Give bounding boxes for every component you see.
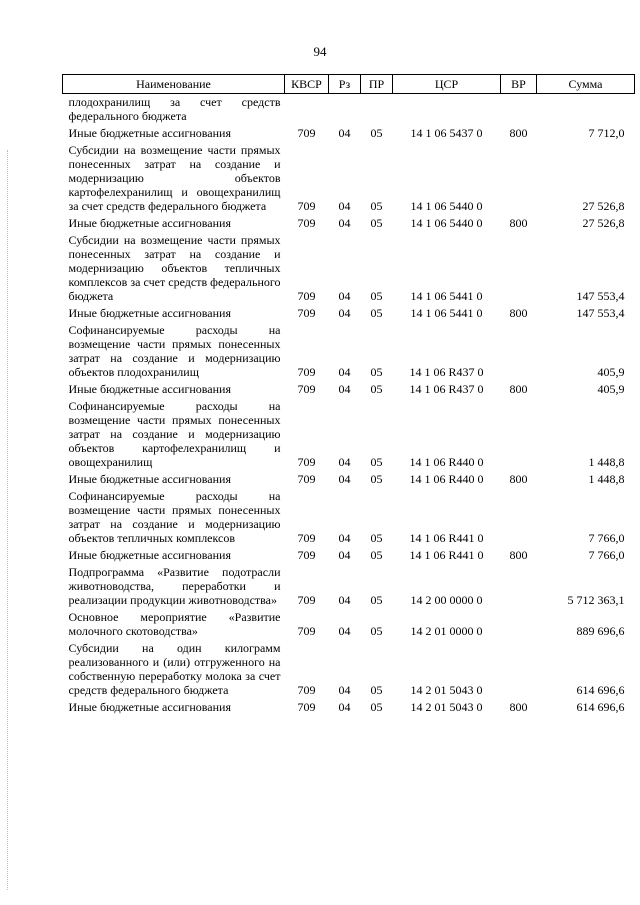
row-vr: 800 [509,548,528,562]
row-pr: 05 [370,289,383,303]
row-rz: 04 [338,548,351,562]
header-csr: ЦСР [393,75,501,94]
header-name: Наименование [63,75,285,94]
row-kvsr: 709 [297,548,316,562]
row-rz: 04 [338,306,351,320]
row-csr: 14 1 06 R440 0 [409,472,484,486]
row-kvsr [285,94,329,126]
row-pr: 05 [370,455,383,469]
row-name: Субсидии на возмещение части прямых понесенных затрат на создание и модернизацию объектов тепличных комплексов за счет средств федерального бюджета [68,233,281,303]
row-sum: 1 448,8 [588,472,625,486]
row-rz: 04 [338,700,351,714]
row-rz: 04 [338,382,351,396]
header-pr: ПР [361,75,393,94]
row-vr [501,564,537,609]
row-vr: 800 [509,472,528,486]
row-vr [501,398,537,471]
row-name: Иные бюджетные ассигнования [68,216,231,230]
row-name: Иные бюджетные ассигнования [68,700,231,714]
row-sum: 27 526,8 [582,216,625,230]
row-rz: 04 [338,199,351,213]
table-header-row [63,75,635,94]
row-kvsr: 709 [297,683,316,697]
row-pr: 05 [370,199,383,213]
row-csr: 14 1 06 R437 0 [409,365,484,379]
page-number: 94 [313,44,327,59]
table-row [63,215,635,232]
row-vr [501,232,537,305]
table-row [63,125,635,142]
table-row [63,640,635,699]
row-name: Софинансируемые расходы на возмещение части прямых понесенных затрат на создание и модернизацию объектов картофелехранилищ и овощехранилищ [68,399,281,469]
row-pr: 05 [370,624,383,638]
row-kvsr: 709 [297,455,316,469]
row-pr: 05 [370,472,383,486]
row-sum: 405,9 [597,382,625,396]
row-sum: 614 696,6 [576,683,625,697]
table-row [63,305,635,322]
row-rz: 04 [338,593,351,607]
row-sum: 405,9 [597,365,625,379]
row-name: Иные бюджетные ассигнования [68,306,231,320]
row-csr [393,94,501,126]
row-pr: 05 [370,382,383,396]
table-row [63,381,635,398]
row-kvsr: 709 [297,126,316,140]
row-vr: 800 [509,126,528,140]
table-row [63,699,635,716]
row-sum [537,94,635,126]
row-rz: 04 [338,289,351,303]
row-pr: 05 [370,306,383,320]
row-csr: 14 1 06 5440 0 [410,199,483,213]
row-kvsr: 709 [297,624,316,638]
row-vr [501,640,537,699]
row-name: плодохранилищ за счет средств федерального бюджета [68,95,281,123]
row-pr: 05 [370,216,383,230]
row-sum: 27 526,8 [582,199,625,213]
row-rz: 04 [338,472,351,486]
row-kvsr: 709 [297,199,316,213]
row-rz: 04 [338,531,351,545]
row-csr: 14 2 00 0000 0 [410,593,483,607]
row-rz: 04 [338,683,351,697]
row-kvsr: 709 [297,289,316,303]
table-row [63,232,635,305]
table-row [63,609,635,640]
row-rz: 04 [338,365,351,379]
row-name: Субсидии на один килограмм реализованного и (или) отгруженного на собственную переработку молока за счет средств федерального бюджета [68,641,281,697]
table-row [63,322,635,381]
row-name: Иные бюджетные ассигнования [68,382,231,396]
row-vr [501,142,537,215]
row-sum: 7 712,0 [588,126,625,140]
table-row [63,142,635,215]
row-kvsr: 709 [297,382,316,396]
row-pr: 05 [370,683,383,697]
row-csr: 14 1 06 5441 0 [410,289,483,303]
row-sum: 1 448,8 [588,455,625,469]
row-sum: 889 696,6 [576,624,625,638]
row-rz: 04 [338,216,351,230]
row-kvsr: 709 [297,472,316,486]
row-rz [329,94,361,126]
row-vr [501,322,537,381]
row-csr: 14 2 01 0000 0 [410,624,483,638]
row-kvsr: 709 [297,593,316,607]
table-row [63,488,635,547]
header-sum: Сумма [537,75,635,94]
row-name: Софинансируемые расходы на возмещение части прямых понесенных затрат на создание и модернизацию объектов плодохранилищ [68,323,281,379]
table-row [63,94,635,126]
row-kvsr: 709 [297,700,316,714]
row-pr: 05 [370,593,383,607]
row-kvsr: 709 [297,216,316,230]
row-sum: 5 712 363,1 [567,593,625,607]
row-pr: 05 [370,126,383,140]
row-pr: 05 [370,700,383,714]
header-kvsr: КВСР [285,75,329,94]
row-sum: 7 766,0 [588,531,625,545]
row-csr: 14 1 06 5437 0 [410,126,483,140]
budget-table [62,74,635,716]
row-pr: 05 [370,365,383,379]
row-name: Иные бюджетные ассигнования [68,548,231,562]
row-csr: 14 1 06 R437 0 [409,382,484,396]
table-row [63,564,635,609]
row-csr: 14 2 01 5043 0 [410,683,483,697]
row-csr: 14 1 06 5440 0 [410,216,483,230]
row-kvsr: 709 [297,531,316,545]
row-vr: 800 [509,382,528,396]
row-csr: 14 1 06 R440 0 [409,455,484,469]
row-sum: 614 696,6 [576,700,625,714]
row-vr [501,94,537,126]
row-vr [501,609,537,640]
table-row [63,471,635,488]
row-sum: 7 766,0 [588,548,625,562]
row-sum: 147 553,4 [576,306,625,320]
row-name: Софинансируемые расходы на возмещение части прямых понесенных затрат на создание и модернизацию объектов тепличных комплексов [68,489,281,545]
row-csr: 14 1 06 R441 0 [409,548,484,562]
row-name: Основное мероприятие «Развитие молочного скотоводства» [68,610,281,638]
row-kvsr: 709 [297,365,316,379]
header-rz: Рз [329,75,361,94]
row-name: Подпрограмма «Развитие подотрасли животноводства, переработки и реализации продукции животноводства» [68,565,281,607]
row-pr [361,94,393,126]
row-rz: 04 [338,455,351,469]
row-csr: 14 1 06 R441 0 [409,531,484,545]
row-name: Субсидии на возмещение части прямых понесенных затрат на создание и модернизацию объектов картофелехранилищ и овощехранилищ за счет средств федерального бюджета [68,143,281,213]
table-row [63,398,635,471]
row-vr [501,488,537,547]
row-rz: 04 [338,126,351,140]
row-csr: 14 1 06 5441 0 [410,306,483,320]
row-vr: 800 [509,216,528,230]
row-name: Иные бюджетные ассигнования [68,472,231,486]
row-vr: 800 [509,306,528,320]
row-pr: 05 [370,531,383,545]
row-pr: 05 [370,548,383,562]
row-csr: 14 2 01 5043 0 [410,700,483,714]
row-name: Иные бюджетные ассигнования [68,126,231,140]
row-rz: 04 [338,624,351,638]
header-vr: ВР [501,75,537,94]
page-edge-line [7,150,8,890]
table-row [63,547,635,564]
row-kvsr: 709 [297,306,316,320]
row-vr: 800 [509,700,528,714]
table-body [63,94,635,717]
row-sum: 147 553,4 [576,289,625,303]
